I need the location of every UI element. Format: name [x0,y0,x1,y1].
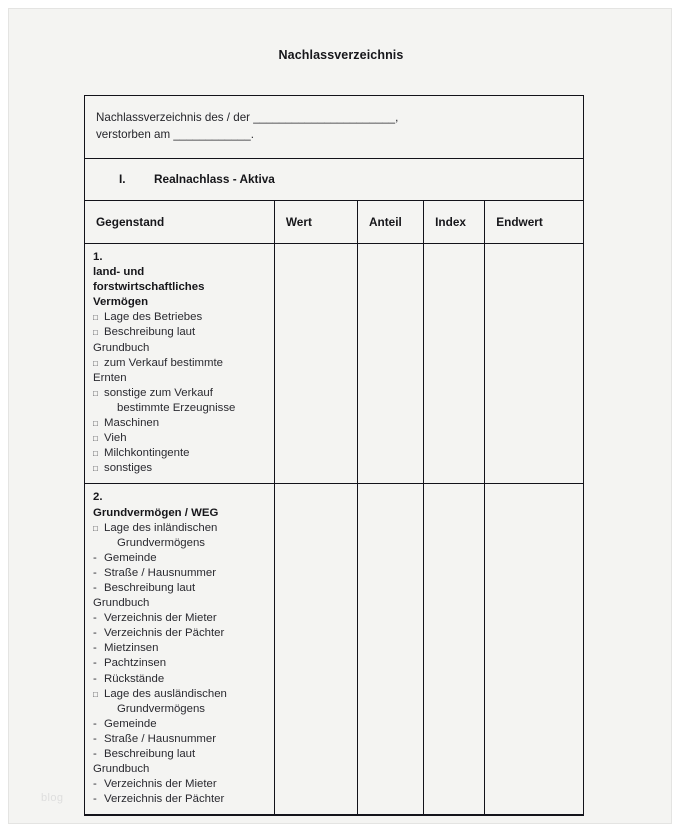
checkbox-square-icon: □ [93,434,98,444]
checkbox-square-icon: □ [93,464,98,474]
value-cell-wert[interactable] [274,244,357,484]
asset-list-item [93,325,268,355]
value-cell-endwert[interactable] [485,244,583,484]
asset-item-line: Verzeichnis der Mieter [104,612,217,625]
asset-list-item [93,747,268,777]
asset-group-number: 2. [93,491,103,504]
dash-bullet-icon: - [93,793,97,806]
asset-list-item [93,521,268,551]
dash-bullet-icon: - [93,612,97,625]
asset-list-item-text [104,431,268,446]
value-cell-anteil[interactable] [358,244,424,484]
page-title: Nachlassverzeichnis [278,48,404,62]
value-cell-index[interactable] [424,244,485,484]
dash-bullet-icon: - [93,627,97,640]
asset-list-item [93,446,268,461]
asset-list-item [93,777,268,792]
asset-item-line: sonstiges [104,462,153,475]
asset-item-line: Vieh [104,432,127,445]
asset-list-item-text [93,581,268,611]
asset-list-item [93,611,268,626]
asset-item-continuation-line: Grundvermögens [117,536,206,549]
section-numeral: I. [119,172,126,186]
asset-list-item [93,626,268,641]
intro-line-1: Nachlassverzeichnis des / der ______________________, [96,111,399,124]
checkbox-square-icon: □ [93,328,98,338]
asset-item-continuation-line: Grundbuch [93,763,150,776]
asset-list-item [93,431,268,446]
asset-list-item-text [104,717,268,732]
dash-bullet-icon: - [93,657,97,670]
asset-list-item [93,581,268,611]
asset-list-item [93,310,268,325]
asset-list-item-text [104,521,268,551]
asset-item-line: sonstige zum Verkauf [104,386,213,399]
asset-item-line: Lage des inländischen [104,521,218,534]
asset-item-continuation-line: Grundvermögens [117,702,206,715]
value-cell-index[interactable] [424,484,485,815]
table-row [85,484,583,815]
asset-list-item [93,566,268,581]
blog-watermark: blog [41,792,64,804]
asset-list-item [93,732,268,747]
asset-list-item-text [104,566,268,581]
asset-item-line: Gemeinde [104,717,157,730]
asset-list-item [93,551,268,566]
column-header-index: Index [424,201,485,244]
asset-item-line: Lage des Betriebes [104,311,203,324]
asset-list-item [93,672,268,687]
table-row [85,244,583,484]
value-cell-anteil[interactable] [358,484,424,815]
asset-item-continuation-line: Grundbuch [93,341,150,354]
asset-item-line: Pachtzinsen [104,657,167,670]
asset-group-title-line: forstwirtschaftliches [93,281,205,294]
assets-table [85,201,583,815]
asset-item-line: Straße / Hausnummer [104,732,217,745]
asset-group-cell [85,484,274,815]
asset-list-item-text [104,551,268,566]
checkbox-square-icon: □ [93,313,98,323]
asset-list-item-text [104,641,268,656]
dash-bullet-icon: - [93,581,97,594]
document-frame [84,95,584,816]
checkbox-square-icon: □ [93,449,98,459]
asset-item-line: Maschinen [104,417,160,430]
asset-item-line: Straße / Hausnummer [104,566,217,579]
asset-item-line: Beschreibung laut [104,326,196,339]
asset-list-item-text [104,461,268,476]
intro-statement-box [85,96,583,159]
asset-item-line: Verzeichnis der Pächter [104,793,225,806]
asset-list-item-text [104,687,268,717]
asset-group-title-line: Grundvermögen / WEG [93,506,219,519]
intro-line-2: verstorben am ____________. [96,127,254,141]
dash-bullet-icon: - [93,642,97,655]
asset-list-item-text [104,386,268,416]
checkbox-square-icon: □ [93,358,98,368]
column-header-gegenstand: Gegenstand [85,201,274,244]
asset-item-line: Verzeichnis der Mieter [104,778,217,791]
table-header-row [85,201,583,244]
asset-group-number: 1. [93,251,103,263]
dash-bullet-icon: - [93,672,97,685]
asset-list-item-text [104,626,268,641]
checkbox-square-icon: □ [93,388,98,398]
asset-group-title-line: Vermögen [93,296,149,309]
asset-list-item [93,717,268,732]
dash-bullet-icon: - [93,551,97,564]
table-body [85,244,583,815]
asset-list-item [93,386,268,416]
asset-list-item-text [104,672,268,687]
asset-list-item-text [104,732,268,747]
asset-list-item-text [104,656,268,671]
value-cell-endwert[interactable] [485,484,583,815]
asset-list-item-text [104,310,268,325]
checkbox-square-icon: □ [93,523,98,533]
asset-item-line: Mietzinsen [104,642,159,655]
asset-list-item-text [104,446,268,461]
column-header-endwert: Endwert [485,201,583,244]
dash-bullet-icon: - [93,732,97,745]
asset-list-item [93,356,268,386]
section-heading-label: Realnachlass - Aktiva [154,172,275,186]
asset-list-item [93,461,268,476]
asset-group-cell [85,244,274,484]
value-cell-wert[interactable] [274,484,357,815]
asset-group-title-line: land- und [93,266,145,279]
document-page [8,8,672,824]
asset-item-line: Verzeichnis der Pächter [104,627,225,640]
asset-item-line: Rückstände [104,672,165,685]
dash-bullet-icon: - [93,748,97,760]
asset-item-continuation-line: Ernten [93,371,127,384]
asset-item-line: zum Verkauf bestimmte [104,356,224,369]
dash-bullet-icon: - [93,566,97,579]
dash-bullet-icon: - [93,778,97,791]
column-header-anteil: Anteil [358,201,424,244]
asset-item-continuation-line: Grundbuch [93,597,150,610]
asset-list-item-text [93,325,268,355]
section-heading-band [85,159,583,201]
checkbox-square-icon: □ [93,419,98,429]
asset-item-line: Gemeinde [104,551,157,564]
asset-item-line: Milchkontingente [104,447,190,460]
column-header-wert: Wert [274,201,357,244]
asset-list-item-text [93,356,268,386]
asset-item-line: Beschreibung laut [104,581,196,594]
asset-list-item-text [104,416,268,431]
asset-list-item-text [104,792,268,807]
checkbox-square-icon: □ [93,689,98,699]
asset-item-line: Lage des ausländischen [104,687,227,700]
asset-list-item [93,416,268,431]
asset-item-line: Beschreibung laut [104,748,196,760]
asset-list-item-text [93,747,268,777]
asset-list-item [93,641,268,656]
dash-bullet-icon: - [93,717,97,730]
asset-item-continuation-line: bestimmte Erzeugnisse [117,401,236,414]
asset-list-item [93,656,268,671]
asset-list-item-text [104,777,268,792]
asset-list-item [93,687,268,717]
asset-list-item [93,792,268,807]
asset-list-item-text [104,611,268,626]
